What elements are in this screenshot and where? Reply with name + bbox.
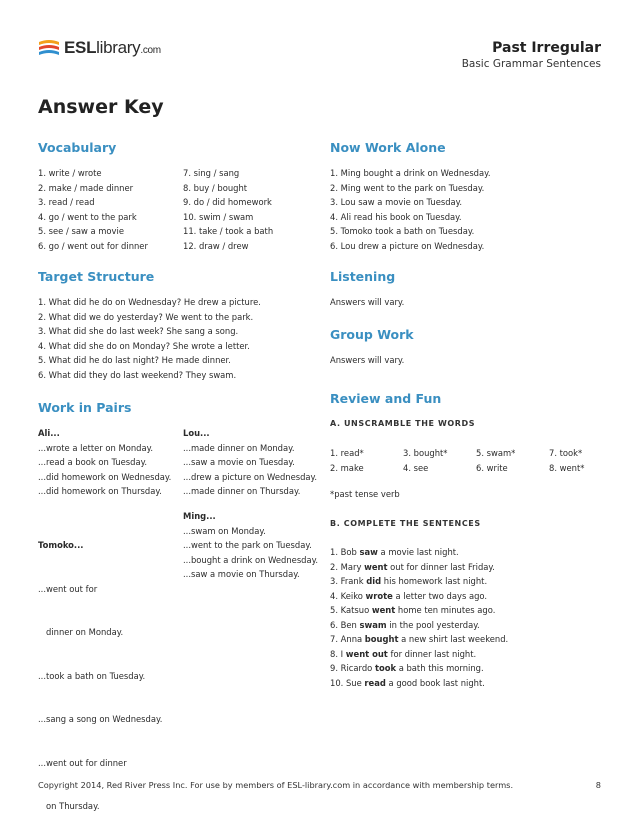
sentence-text: 3. Frank [330,576,367,586]
vocabulary-heading: Vocabulary [38,140,117,155]
listening-text: Answers will vary. [330,297,405,307]
answer-verb: took [374,663,397,673]
answer-verb: went [364,561,388,572]
work-in-pairs-heading: Work in Pairs [38,400,132,415]
answer-verb: read [364,677,386,688]
list-item: ...went out for [38,583,98,594]
now-work-alone-heading: Now Work Alone [330,140,446,155]
answer-verb: did [366,576,382,586]
list-item: ...wrote a letter on Monday. [38,442,154,453]
answer-verb: went out [345,648,388,659]
list-item: 6. go / went out for dinner [38,240,148,251]
list-item: ...saw a movie on Thursday. [183,569,300,579]
lou-list [183,426,317,499]
sentence-item [330,603,508,618]
answer-cell: 4. see [403,463,429,473]
sentence-item [330,632,508,647]
vocabulary-list-col1 [38,166,148,253]
sentence-text: 9. Ricardo [330,663,375,673]
list-item: ...did homework on Thursday. [38,486,162,496]
list-item: ...took a bath on Tuesday. [38,670,146,681]
list-item: 4. Ali read his book on Tuesday. [330,211,462,222]
answer-row [330,446,622,461]
list-item: 11. take / took a bath [183,226,274,236]
list-item: 9. do / did homework [183,197,272,207]
book-stack-icon [38,39,60,57]
complete-sentences-heading: B. COMPLETE THE SENTENCES [330,519,481,528]
list-item: 2. What did we do yesterday? We went to the park. [38,311,254,322]
listening-heading: Listening [330,269,396,284]
list-item: ...went to the park on Tuesday. [183,540,312,550]
page-title: Answer Key [38,96,164,118]
sentence-text: in the pool yesterday. [386,619,480,630]
list-item: 1. Ming bought a drink on Wednesday. [330,168,491,178]
esl-library-logo [38,36,161,60]
document-subtitle: Basic Grammar Sentences [461,58,601,70]
student-name: Ali... [38,428,60,438]
sentence-text: 5. Katsuo [330,605,372,615]
list-item: 2. Ming went to the park on Tuesday. [330,182,485,193]
list-item: 3. read / read [38,197,95,207]
answer-verb: swam [359,619,387,630]
sentence-item [330,545,508,560]
ming-list [183,509,318,582]
list-item: ...drew a picture on Wednesday. [183,471,317,482]
group-work-heading: Group Work [330,327,414,342]
sentence-text: 1. Bob [330,547,360,557]
sentence-text: 7. Anna [330,634,365,644]
list-item: 5. What did he do last night? He made dinner. [38,355,231,365]
list-item: 5. Tomoko took a bath on Tuesday. [330,226,475,236]
target-structure-heading: Target Structure [38,269,155,284]
target-structure-list [38,295,261,382]
sentence-item [330,589,508,604]
sentence-item [330,661,508,676]
student-name: Lou... [183,428,210,438]
sentence-item [330,676,508,691]
answer-cell: 1. read* [330,448,364,458]
answer-verb: bought [364,634,399,644]
list-item: 3. Lou saw a movie on Tuesday. [330,197,463,207]
list-item: 1. What did he do on Wednesday? He drew a picture. [38,297,261,307]
sentence-item [330,647,508,662]
list-item: ...swam on Monday. [183,525,266,536]
student-name: Tomoko... [38,540,84,550]
sentence-text: 2. Mary [330,561,365,572]
copyright-notice: Copyright 2014, Red River Press Inc. For use by members of ESL-library.com in accordance with membership terms. [38,780,514,790]
list-item: ...sang a song on Wednesday. [38,714,163,724]
answer-cell: 3. bought* [403,448,448,458]
list-item: ...saw a movie on Tuesday. [183,457,295,467]
tomoko-list [38,509,162,826]
answer-cell: 7. took* [549,448,583,458]
list-item: 1. write / wrote [38,168,102,178]
sentence-text: 4. Keiko [330,590,366,601]
list-item: 7. sing / sang [183,168,240,178]
sentence-text: a good book last night. [385,677,485,688]
sentence-text: 6. Ben [330,619,360,630]
sentence-text: a letter two days ago. [392,590,488,601]
sentence-text: a bath this morning. [396,663,484,673]
answer-verb: saw [359,547,378,557]
vocabulary-list-col2 [183,166,273,253]
list-item: 3. What did she do last week? She sang a song. [38,326,239,336]
logo-text: ESLlibrary.com [64,38,161,57]
answer-cell: 2. make [330,463,364,473]
list-item: 8. buy / bought [183,182,248,193]
sentence-item [330,618,508,633]
answer-row [330,461,622,476]
ali-list [38,426,171,499]
list-item: 6. Lou drew a picture on Wednesday. [330,240,485,251]
unscramble-answers [330,446,622,476]
list-item: 4. go / went to the park [38,211,137,222]
list-item: 5. see / saw a movie [38,226,124,236]
answer-cell: 6. write [476,463,508,473]
list-item: 6. What did they do last weekend? They swam. [38,369,237,380]
student-name: Ming... [183,511,216,521]
now-work-alone-list [330,166,491,253]
list-item: 2. make / made dinner [38,182,134,193]
sentence-text: home ten minutes ago. [395,605,496,615]
past-tense-note: *past tense verb [330,489,400,499]
list-item: ...made dinner on Thursday. [183,486,301,496]
list-item: ...did homework on Wednesday. [38,471,172,482]
sentence-text: his homework last night. [381,576,488,586]
list-item: ...made dinner on Monday. [183,442,295,453]
list-item: on Thursday. [38,801,100,811]
sentence-text: 10. Sue [330,677,365,688]
list-item: ...read a book on Tuesday. [38,457,148,467]
group-work-text: Answers will vary. [330,355,405,365]
sentence-text: out for dinner last Friday. [387,561,495,572]
sentence-text: a new shirt last weekend. [398,634,509,644]
sentence-text: a movie last night. [377,547,459,557]
sentence-item [330,574,508,589]
sentence-item [330,560,508,575]
review-and-fun-heading: Review and Fun [330,391,442,406]
list-item: dinner on Monday. [38,627,124,637]
answer-cell: 5. swam* [476,448,516,458]
answer-verb: wrote [365,590,393,601]
answer-cell: 8. went* [549,463,585,473]
answer-verb: went [371,605,396,615]
list-item: 12. draw / drew [183,240,249,251]
sentence-text: for dinner last night. [387,648,477,659]
list-item: 10. swim / swam [183,211,254,222]
page-number: 8 [595,780,601,790]
list-item: ...bought a drink on Wednesday. [183,554,319,565]
unscramble-heading: A. UNSCRAMBLE THE WORDS [330,419,476,428]
sentence-text: 8. I [330,648,346,659]
document-title: Past Irregular [492,40,601,56]
complete-sentences-list [330,545,508,690]
list-item: ...went out for dinner [38,757,127,768]
list-item: 4. What did she do on Monday? She wrote a letter. [38,340,250,351]
